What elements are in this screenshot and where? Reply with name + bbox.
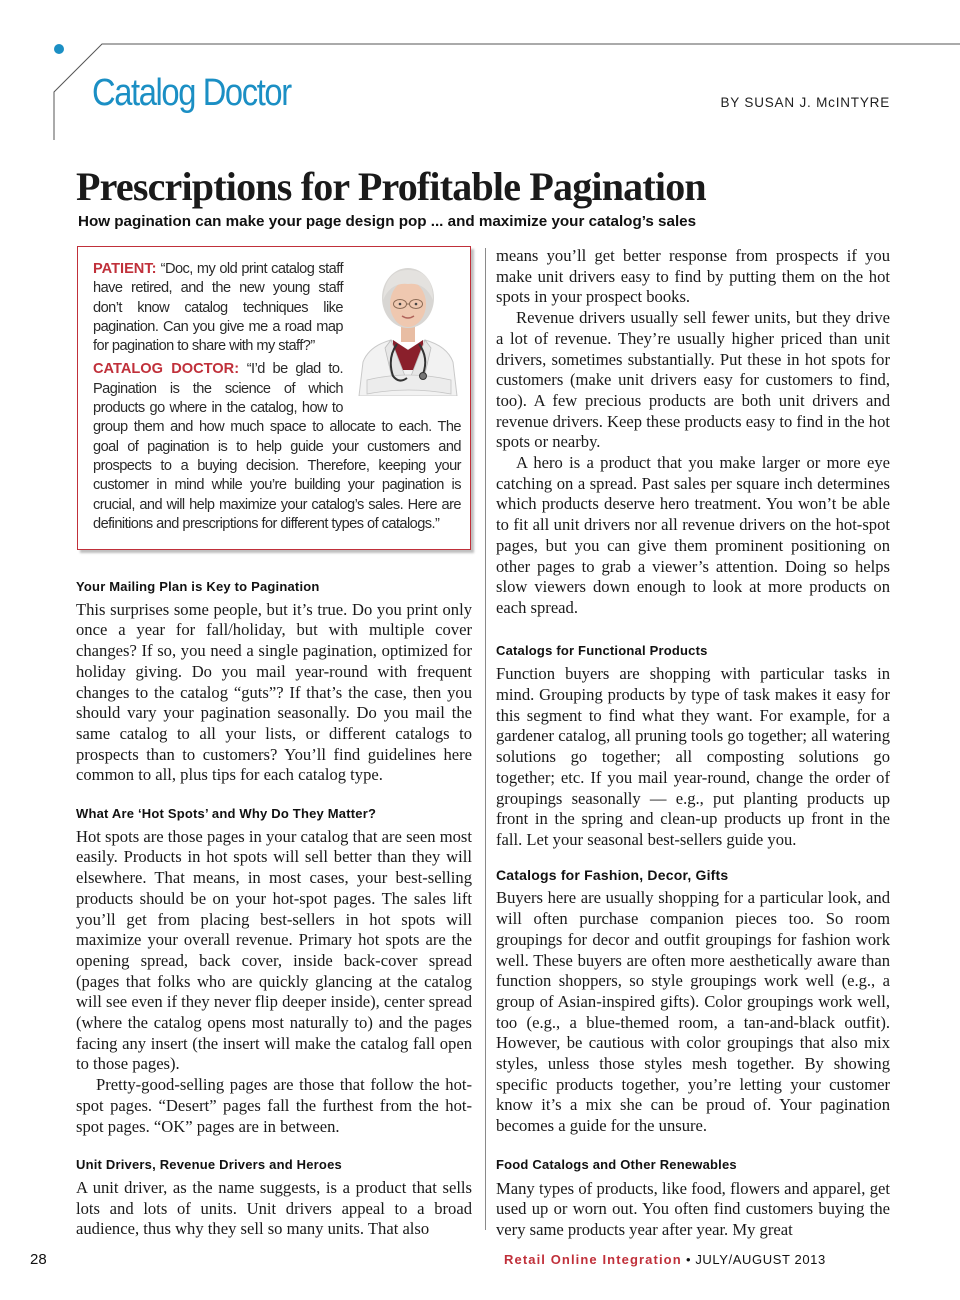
left-column	[76, 577, 472, 1240]
column-title: Catalog Doctor	[92, 72, 291, 114]
doctor-photo	[353, 258, 463, 396]
paragraph: A hero is a product that you make larger or more eye catching on a spread. Past sales per square inch determines which products deserve hero treatment. You won’t be able to fit all unit drivers nor all revenue drivers on the hot-spot pages, but you can give them prominent positioning on other pages to grab a viewer’s attention. Doing so helps slow viewers down enough to look at more products on each spread.	[496, 453, 890, 617]
header-dot	[54, 44, 64, 54]
section-heading-fashion: Catalogs for Fashion, Decor, Gifts	[496, 866, 729, 883]
sidebar-text	[93, 260, 461, 534]
paragraph: Hot spots are those pages in your catalog that are seen most easily. Products in hot spots will sell better than they will elsewhere. That means, in most cases, your best-selling products should be on your hot-spot pages. The sales lift you’ll get from placing best-sellers in hot spots will maximize your overall revenue. Primary hot spots are the opening spread, back cover, inside back-cover spread (pages that folks who are quickly glancing at the catalog will see even if they never flip deeper inside), center spread (where the catalog opens most naturally to) and the pages facing any insert (the insert will make the catalog fall open to those pages).	[76, 826, 472, 1074]
right-column	[496, 246, 890, 1241]
headline: Prescriptions for Profitable Pagination	[76, 164, 706, 209]
column-divider	[485, 248, 486, 1230]
paragraph: Function buyers are shopping with particular tasks in mind. Grouping products by type of task makes it easy for this segment to find what they want. For example, for a gardener catalog, all pruning tools go together; all watering solutions go together; all composting solutions go together; etc. If you mail year-round, change the order of groupings seasonally — e.g., put planting products up front in the spring and clean-up products up front in the fall. Let your seasonal best-sellers guide you.	[496, 664, 890, 849]
magazine-name: Retail Online Integration	[504, 1252, 682, 1267]
patient-label: PATIENT:	[93, 261, 157, 277]
issue-date: JULY/AUGUST 2013	[695, 1252, 826, 1267]
subhead: How pagination can make your page design pop ... and maximize your catalog’s sales	[78, 213, 697, 230]
section-heading-unit-drivers: Unit Drivers, Revenue Drivers and Heroes	[76, 1157, 342, 1173]
doctor-label: CATALOG DOCTOR:	[93, 361, 240, 378]
paragraph: A unit driver, as the name suggests, is a product that sells lots and lots of units. Unit drivers appeal to a broad audience, thus why they sell so many units. That also	[76, 1177, 472, 1239]
footer-separator: •	[681, 1252, 696, 1267]
paragraph: Revenue drivers usually sell fewer units, but they drive a lot of revenue. They’re usually higher priced than unit drivers, sometimes substantially. Put these in hot spots for customers (make unit drivers easy for customers to find, too). A few precious products are both unit drivers and revenue drivers. Keep these products easy to find in the hot spots or nearby.	[496, 308, 890, 452]
paragraph: Pretty-good-selling pages are those that follow the hot-spot pages. “Desert” pages fall the furthest from the hot-spot pages. “OK” pages are in between.	[76, 1075, 472, 1136]
doctor-text: “I’d be glad to. Pagination is the science of which products go where in the catalog, how to group them and how much space to allocate to each. The goal of pagination is to help guide your customers and prospects to a buying decision. Therefore, keeping your customer in mind while you’re building your pagination is crucial, and will help maximize your catalog’s sales. Here are definitions and prescriptions for different types of catalogs.”	[93, 361, 461, 532]
patient-text: “Doc, my old print catalog staff have retired, and the new young staff don’t know catalog techniques like pagination. Can you give me a road map for pagination to share with my staff?”	[93, 261, 343, 355]
page-number: 28	[30, 1251, 47, 1268]
paragraph: Buyers here are usually shopping for a particular look, and will often purchase companion pieces too. So room groupings for decor and outfit groupings for fashion work well. These buyers are often more aesthetically aware than function shoppers, so style groupings work well (e.g., a group of Asian-inspired gifts). Color groupings work well, too (e.g., a blue-themed room, a tan-and-black outfit). However, be cautious with color groupings that also mix styles, unless those styles mesh together. By showing specific products together, you’re letting your customer know it’s a mix she can be proud of. Your pagination becomes a guide for the unsure.	[496, 888, 890, 1136]
paragraph: This surprises some people, but it’s true. Do you print only once a year for fall/holiday, but with multiple cover changes? If so, you need a single pagination, optimized for holiday giving. Do you mail year-round with frequent changes to the catalog “guts”? If that’s the case, then you should vary your pagination seasonally. Do you mail the same catalog to all your lists, or different catalogs to prospects than to customers? You’ll find guidelines here common to all, plus tips for each catalog type.	[76, 599, 472, 785]
paragraph: means you’ll get better response from prospects if you make unit drivers easy to find by putting them on the hot spots in your prospect books.	[496, 246, 890, 307]
byline: BY SUSAN J. McINTYRE	[720, 95, 890, 110]
section-heading-food: Food Catalogs and Other Renewables	[496, 1156, 737, 1172]
patient-doctor-sidebar	[77, 246, 471, 550]
header-rule	[0, 0, 960, 140]
section-heading-functional: Catalogs for Functional Products	[496, 642, 708, 658]
paragraph: Many types of products, like food, flowers and apparel, get used up or worn out. You often find customers buying the very same products year after year. My great	[496, 1178, 890, 1239]
section-heading-hot-spots: What Are ‘Hot Spots’ and Why Do They Matter?	[76, 806, 377, 822]
footer-credit	[504, 1252, 826, 1267]
section-heading-mailing-plan: Your Mailing Plan is Key to Pagination	[76, 579, 320, 594]
